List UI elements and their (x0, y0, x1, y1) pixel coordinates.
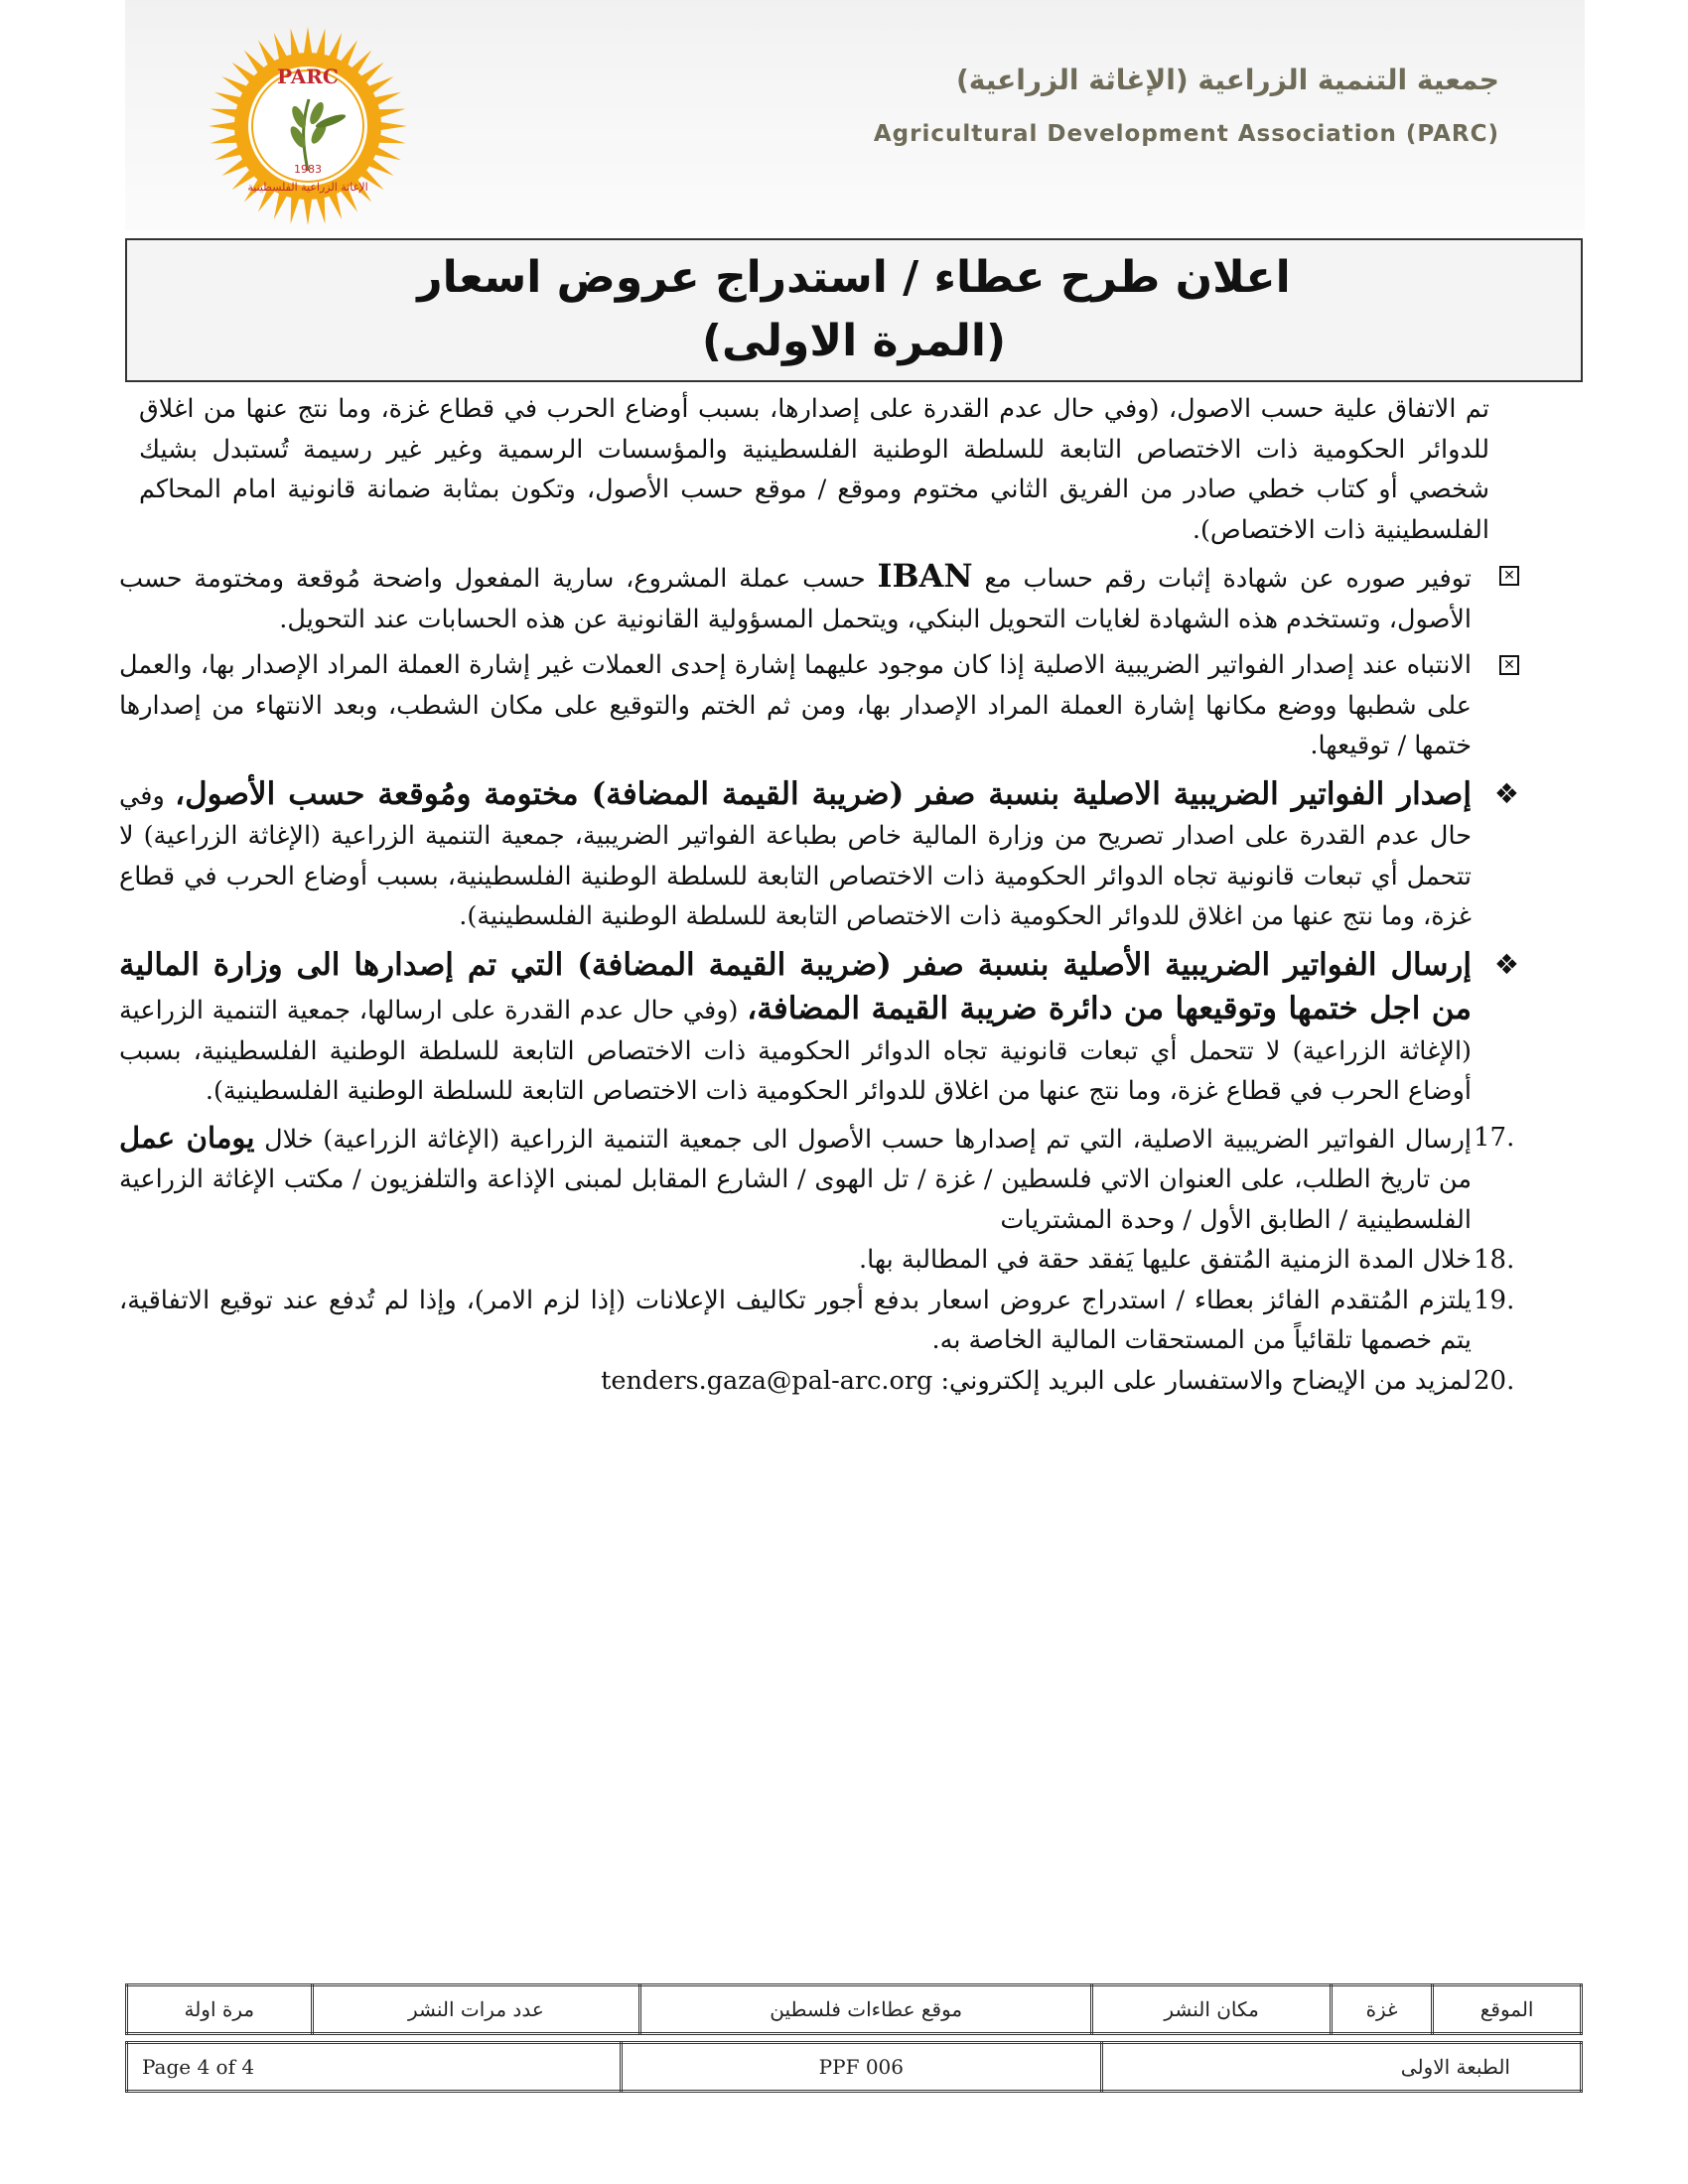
sun-ray (291, 196, 300, 224)
invoice-rest-text: وفي حال عدم القدرة على اصدار تصريح من وزارة المالية خاص بطباعة الفواتير الضريبية، جمعية التنمية الزراعية (الإغاثة الزراعية) لا تتحمل أي تبعات قانونية تجاه الدوائر الحكومية ذات الاختصاص التابعة للسلطة الوطنية الفلسطينية، بسبب أوضاع الحرب في قطاع غزة، وما نتج عنها من اغلاق للدوائر الحكومية ذات الاختصاص التابعة للسلطة الوطنية الفلسطينية). (119, 780, 1472, 931)
footer-info-table (125, 1983, 1583, 2035)
diamond-bullet-icon: ❖ (1493, 776, 1519, 810)
sun-ray (304, 198, 313, 225)
item-number: 20. (1474, 1365, 1515, 1396)
page-number-cell: Page 4 of 4 (127, 2043, 622, 2092)
diamond-bullet-icon: ❖ (1493, 947, 1519, 981)
list-item-20 (119, 1361, 1519, 1402)
org-name-english: Agricultural Development Association (PARC) (873, 121, 1499, 147)
sun-ray (211, 134, 239, 143)
sun-ray (304, 27, 313, 55)
table-cell: مرة اولة (127, 1985, 313, 2034)
table-cell: مكان النشر (1092, 1985, 1332, 2034)
currency-text: الانتباه عند إصدار الفواتير الضريبية الاصلية إذا كان موجود عليهما إشارة إحدى العملات غير إشارة العملة المراد الإصدار بها، والعمل على شطبها ووضع مكانها إشارة العملة المراد الإصدار بها، ومن ثم الختم والتوقيع على مكان الشطب، وبعد الانتهاء من إصدارها ختمها / توقيعها. (119, 650, 1472, 760)
item20-text: لمزيد من الإيضاح والاستفسار على البريد إلكتروني: (940, 1365, 1472, 1396)
parc-logo (204, 22, 412, 230)
sun-ray (291, 29, 300, 58)
sun-ray (209, 122, 236, 131)
table-row (127, 2043, 1582, 2092)
item-number: 19. (1474, 1285, 1515, 1315)
invoice-bold-text: إصدار الفواتير الضريبية الاصلية بنسبة صفر (ضريبة القيمة المضافة) مختومة ومُوقعة حسب الأصول، (175, 775, 1472, 812)
form-code-cell: PPF 006 (622, 2043, 1101, 2092)
list-item-send-invoice (119, 943, 1519, 1112)
table-row (127, 1985, 1582, 2034)
list-item-invoice (119, 772, 1519, 937)
list-item-18 (119, 1240, 1519, 1281)
logo-parc-text: PARC (277, 65, 339, 88)
item-number: 17. (1474, 1122, 1515, 1153)
document-body (119, 389, 1519, 1401)
list-item-iban (119, 556, 1519, 639)
footer-doc-table (125, 2041, 1583, 2093)
contact-email-link[interactable]: tenders.gaza@pal-arc.org (601, 1365, 933, 1396)
item19-text: يلتزم المُتقدم الفائز بعطاء / استدراج عروض اسعار بدفع أجور تكاليف الإعلانات (إذا لزم الامر)، وإذا لم تُدفع عند توقيع الاتفاقية، يتم خصمها تلقائياً من المستحقات المالية الخاصة به. (119, 1285, 1472, 1355)
logo-arabic-text: الإغاثة الزراعية الفلسطينية (247, 181, 368, 194)
intro-text: تم الاتفاق علية حسب الاصول، (وفي حال عدم القدرة على إصدارها، بسبب أوضاع الحرب في قطاع غزة، وما نتج عنها من اغلاق للدوائر الحكومية ذات الاختصاص التابعة للسلطة الوطنية الفلسطينية والمؤسسات الرسمية وغير غير رسيمة تُستبدل بشيك شخصي أو كتاب خطي صادر من الفريق الثاني مختوم وموقع / موقع حسب الأصول، وتكون بمثابة ضمانة قانونية امام المحاكم الفلسطينية ذات الاختصاص). (139, 394, 1489, 545)
edition-cell: الطبعة الاولى (1101, 2043, 1581, 2092)
sun-ray (316, 29, 325, 58)
page-subtitle: (المرة الاولى) (701, 316, 1007, 366)
logo-year: 1983 (294, 163, 322, 176)
list-item-19 (119, 1281, 1519, 1361)
table-cell: الموقع (1433, 1985, 1582, 2034)
list-item-17 (119, 1118, 1519, 1241)
sun-ray (377, 109, 406, 118)
checkbox-bullet-icon: ✕ (1499, 566, 1519, 586)
item17-text-before: إرسال الفواتير الضريبية الاصلية، التي تم إصدارها حسب الأصول الى جمعية التنمية الزراعية (الإغاثة الزراعية) خلال (264, 1124, 1472, 1155)
item-number: 18. (1474, 1245, 1515, 1275)
table-cell: موقع عطاءات فلسطين (640, 1985, 1092, 2034)
intro-paragraph (119, 389, 1519, 550)
sun-ray (379, 122, 407, 131)
list-item-currency (119, 645, 1519, 766)
org-name-arabic: جمعية التنمية الزراعية (الإغاثة الزراعية) (955, 64, 1499, 96)
iban-text-before: توفير صوره عن شهادة إثبات رقم حساب مع (984, 564, 1473, 594)
send-rest-text: (وفي حال عدم القدرة على ارسالها، جمعية التنمية الزراعية (الإغاثة الزراعية) لا تتحمل أي تبعات قانونية تجاه الدوائر الحكومية ذات الاختصاص التابعة للسلطة الوطنية الفلسطينية، بسبب أوضاع الحرب في قطاع غزة، وما نتج عنها من اغلاق للدوائر الحكومية ذات الاختصاص التابعة للسلطة الوطنية الفلسطينية). (119, 996, 1472, 1106)
item18-text: خلال المدة الزمنية المُتفق عليها يَفقد حقة في المطالبة بها. (859, 1245, 1472, 1275)
iban-text-after: حسب عملة المشروع، سارية المفعول واضحة مُوقعة ومختومة حسب الأصول، وتستخدم هذه الشهادة لغايات التحويل البنكي، ويتحمل المسؤولية القانونية عن هذه الحسابات عند التحويل. (119, 564, 1472, 634)
table-cell: عدد مرات النشر (312, 1985, 640, 2034)
iban-word: IBAN (877, 557, 973, 595)
sun-ray (211, 109, 239, 118)
checkbox-bullet-icon: ✕ (1499, 655, 1519, 675)
item17-bold: يومان عمل (119, 1120, 255, 1155)
table-cell: غزة (1331, 1985, 1432, 2034)
item17-text-after: من تاريخ الطلب، على العنوان الاتي فلسطين / غزة / تل الهوى / الشارع المقابل لمبنى الإذاعة والتلفزيون / مكتب الإغاثة الزراعية الفلسطينية / الطابق الأول / وحدة المشتريات (119, 1164, 1472, 1235)
send-bold-text: إرسال الفواتير الضريبية الأصلية بنسبة صفر (ضريبة القيمة المضافة) التي تم إصدارها الى وزارة المالية من اجل ختمها وتوقيعها من دائرة ضريبة القيمة المضافة، (119, 946, 1472, 1026)
page-title: اعلان طرح عطاء / استدراج عروض اسعار (417, 252, 1291, 303)
sun-ray (316, 196, 325, 224)
sun-ray (377, 134, 406, 143)
title-box (125, 238, 1583, 382)
